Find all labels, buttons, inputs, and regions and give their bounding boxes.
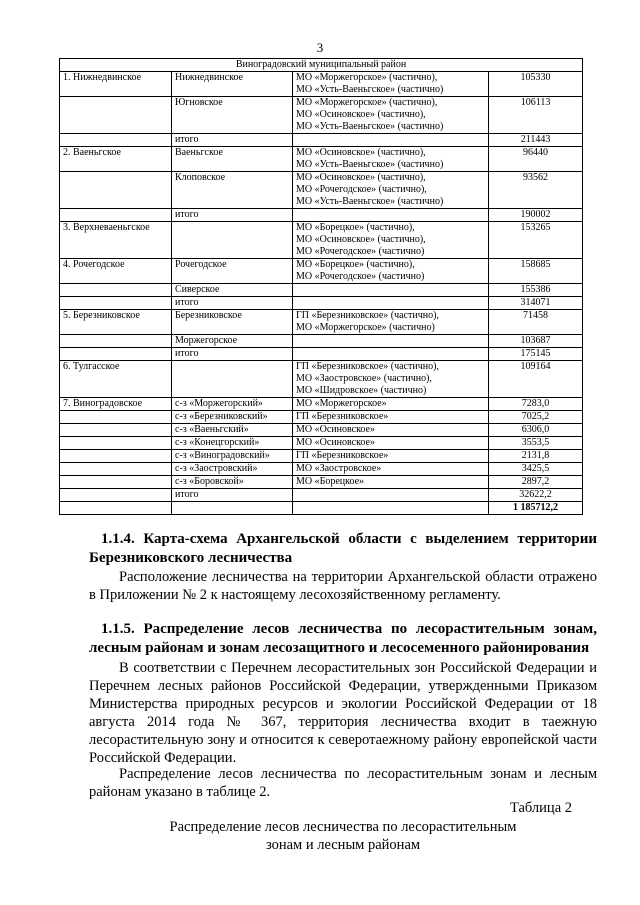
- district-cell: 7. Виноградовское: [60, 398, 172, 411]
- table-row: [60, 463, 583, 476]
- table-row: [60, 172, 583, 209]
- forest-area-cell: [172, 222, 293, 259]
- table-row: [60, 411, 583, 424]
- forest-area-cell: Клоповское: [172, 172, 293, 209]
- area-cell: 32622,2: [489, 489, 583, 502]
- forest-area-cell: итого: [172, 134, 293, 147]
- table-row: [60, 209, 583, 222]
- forest-area-cell: итого: [172, 348, 293, 361]
- area-cell: 2897,2: [489, 476, 583, 489]
- forest-area-cell: Березниковское: [172, 310, 293, 335]
- table-row: [60, 310, 583, 335]
- district-cell: 2. Ваеньгское: [60, 147, 172, 172]
- forest-area-cell: с-з «Ваеньгский»: [172, 424, 293, 437]
- page-number: 3: [316, 40, 324, 55]
- area-cell: 211443: [489, 134, 583, 147]
- area-cell: 106113: [489, 97, 583, 134]
- forest-area-cell: с-з «Боровской»: [172, 476, 293, 489]
- forest-area-cell: с-з «Березниковский»: [172, 411, 293, 424]
- district-cell: 3. Верхневаеньгское: [60, 222, 172, 259]
- municipality-cell: МО «Борецкое»: [293, 476, 489, 489]
- forest-area-cell: [172, 361, 293, 398]
- forest-area-cell: Нижнедвинское: [172, 72, 293, 97]
- area-cell: 175145: [489, 348, 583, 361]
- district-cell: [60, 335, 172, 348]
- district-cell: 5. Березниковское: [60, 310, 172, 335]
- district-cell: [60, 437, 172, 450]
- municipality-cell: [293, 209, 489, 222]
- forest-area-cell: итого: [172, 297, 293, 310]
- district-cell: 6. Тулгасское: [60, 361, 172, 398]
- municipality-cell: МО «Моржегорское» (частично), МО «Осиновское» (частично), МО «Усть-Ваеньгское» (частично): [293, 97, 489, 134]
- area-cell: 96440: [489, 147, 583, 172]
- district-cell: [60, 172, 172, 209]
- section-1-1-5-heading: 1.1.5. Распределение лесов лесничества по лесорастительным зонам, лесным районам и зонам лесозащитного и лесосеменного районирования: [89, 621, 597, 656]
- district-cell: [60, 411, 172, 424]
- district-cell: [60, 348, 172, 361]
- forest-area-cell: Моржегорское: [172, 335, 293, 348]
- empty-cell: [172, 502, 293, 515]
- district-cell: [60, 284, 172, 297]
- municipality-cell: МО «Борецкое» (частично), МО «Осиновское» (частично), МО «Рочегодское» (частично): [293, 222, 489, 259]
- district-cell: [60, 297, 172, 310]
- area-cell: 71458: [489, 310, 583, 335]
- area-cell: 109164: [489, 361, 583, 398]
- municipality-cell: [293, 297, 489, 310]
- municipality-cell: МО «Моржегорское» (частично), МО «Усть-Ваеньгское» (частично): [293, 72, 489, 97]
- area-cell: 3553,5: [489, 437, 583, 450]
- municipality-cell: МО «Осиновское»: [293, 424, 489, 437]
- table-2-label: Таблица 2: [509, 800, 572, 816]
- forest-area-cell: Югновское: [172, 97, 293, 134]
- municipality-cell: МО «Осиновское» (частично), МО «Усть-Ваеньгское» (частично): [293, 147, 489, 172]
- table-row: [60, 335, 583, 348]
- district-cell: [60, 209, 172, 222]
- table-row: [60, 476, 583, 489]
- forest-area-cell: итого: [172, 209, 293, 222]
- table-row: [60, 361, 583, 398]
- section-1-1-4-paragraph: Расположение лесничества на территории Архангельской области отражено в Приложении № 2 к настоящему лесохозяйственному регламенту.: [89, 569, 597, 603]
- forest-area-cell: Рочегодское: [172, 259, 293, 284]
- table-row: [60, 348, 583, 361]
- section-1-1-5-paragraph-1: В соответствии с Перечнем лесорастительных зон Российской Федерации и Перечнем лесных районов Российской Федерации, утвержденными Приказом Министерства природных ресурсов и экологии Российской Федерации от 18 августа 2014 года № 367, территория лесничества входит в таежную лесорастительную зону и относится к северотаежному району европейской части Российской Федерации.: [89, 660, 597, 766]
- municipality-cell: ГП «Березниковское»: [293, 450, 489, 463]
- municipality-cell: [293, 348, 489, 361]
- area-cell: 158685: [489, 259, 583, 284]
- municipality-cell: ГП «Березниковское» (частично), МО «Заостровское» (частично), МО «Шидровское» (частично): [293, 361, 489, 398]
- area-cell: 93562: [489, 172, 583, 209]
- empty-cell: [60, 502, 172, 515]
- table-row: [60, 398, 583, 411]
- municipality-cell: МО «Моржегорское»: [293, 398, 489, 411]
- table-row: [60, 297, 583, 310]
- empty-cell: [293, 502, 489, 515]
- district-cell: 1. Нижнедвинское: [60, 72, 172, 97]
- area-cell: 314071: [489, 297, 583, 310]
- municipality-cell: [293, 134, 489, 147]
- area-cell: 6306,0: [489, 424, 583, 437]
- area-cell: 105330: [489, 72, 583, 97]
- forestry-districts-table: [59, 58, 583, 515]
- municipality-cell: [293, 284, 489, 297]
- area-cell: 7283,0: [489, 398, 583, 411]
- table-row: [60, 97, 583, 134]
- area-cell: 153265: [489, 222, 583, 259]
- district-cell: [60, 476, 172, 489]
- district-cell: [60, 134, 172, 147]
- area-cell: 190002: [489, 209, 583, 222]
- municipality-cell: МО «Осиновское»: [293, 437, 489, 450]
- section-1-1-4-heading: 1.1.4. Карта-схема Архангельской области с выделением территории Березниковского лесничества: [89, 531, 597, 566]
- area-cell: 2131,8: [489, 450, 583, 463]
- forest-area-cell: с-з «Конецгорский»: [172, 437, 293, 450]
- table-row: [60, 147, 583, 172]
- forest-area-cell: с-з «Моржегорский»: [172, 398, 293, 411]
- district-cell: [60, 97, 172, 134]
- district-cell: [60, 450, 172, 463]
- table-title: Виноградовский муниципальный район: [60, 59, 583, 72]
- table-2-caption-line-1: Распределение лесов лесничества по лесорастительным: [169, 819, 517, 835]
- district-cell: [60, 489, 172, 502]
- forest-area-cell: Сиверское: [172, 284, 293, 297]
- table-title-row: [60, 59, 583, 72]
- table-2-caption-line-2: зонам и лесным районам: [265, 837, 421, 853]
- table-row: [60, 134, 583, 147]
- table-row: [60, 284, 583, 297]
- area-cell: 3425,5: [489, 463, 583, 476]
- table-row: [60, 437, 583, 450]
- municipality-cell: МО «Борецкое» (частично), МО «Рочегодское» (частично): [293, 259, 489, 284]
- forest-area-cell: итого: [172, 489, 293, 502]
- area-cell: 103687: [489, 335, 583, 348]
- grand-total-value: 1 185712,2: [489, 502, 583, 515]
- table-row: [60, 450, 583, 463]
- table-row: [60, 424, 583, 437]
- table-row: [60, 72, 583, 97]
- forest-area-cell: с-з «Заостровский»: [172, 463, 293, 476]
- area-cell: 7025,2: [489, 411, 583, 424]
- forest-area-cell: Ваеньгское: [172, 147, 293, 172]
- municipality-cell: МО «Осиновское» (частично), МО «Рочегодское» (частично), МО «Усть-Ваеньгское» (частично): [293, 172, 489, 209]
- municipality-cell: ГП «Березниковское»: [293, 411, 489, 424]
- district-cell: [60, 463, 172, 476]
- table-row: [60, 489, 583, 502]
- municipality-cell: [293, 489, 489, 502]
- district-cell: 4. Рочегодское: [60, 259, 172, 284]
- municipality-cell: ГП «Березниковское» (частично), МО «Моржегорское» (частично): [293, 310, 489, 335]
- municipality-cell: МО «Заостровское»: [293, 463, 489, 476]
- municipality-cell: [293, 335, 489, 348]
- table-row: [60, 222, 583, 259]
- area-cell: 155386: [489, 284, 583, 297]
- grand-total-row: [60, 502, 583, 515]
- forest-area-cell: с-з «Виноградовский»: [172, 450, 293, 463]
- district-cell: [60, 424, 172, 437]
- table-row: [60, 259, 583, 284]
- table-2-caption: [89, 818, 597, 854]
- section-1-1-5-paragraph-2: Распределение лесов лесничества по лесорастительным зонам и лесным районам указано в таблице 2.: [89, 766, 597, 800]
